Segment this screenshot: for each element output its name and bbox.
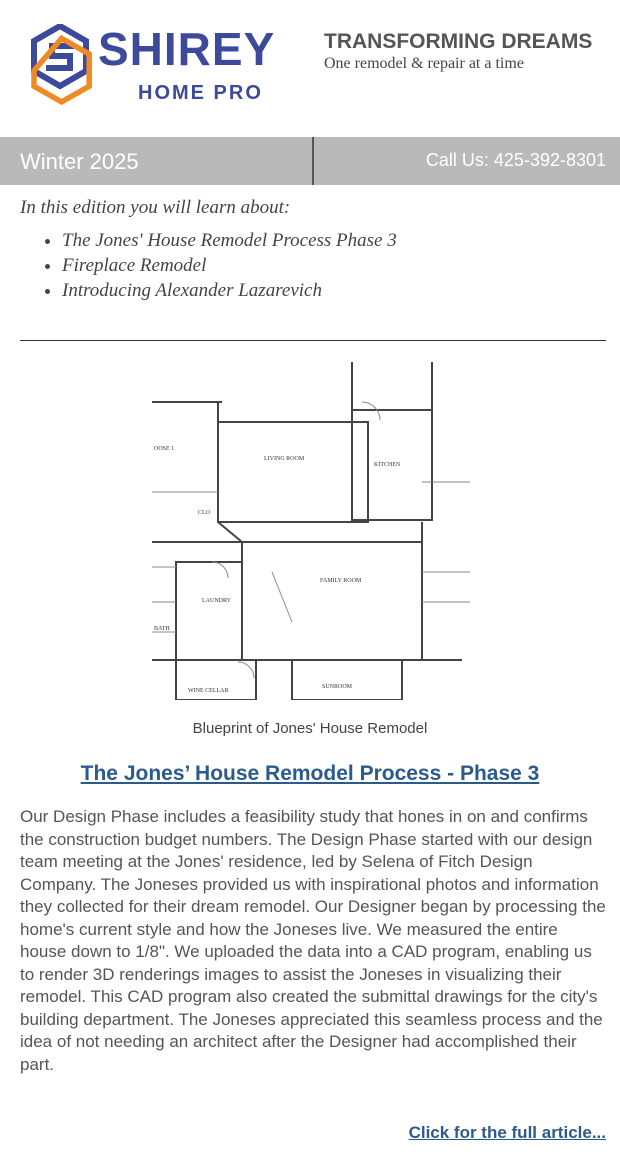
edition-bar <box>0 137 620 185</box>
bar-divider <box>312 137 314 185</box>
room-label: KITCHEN <box>374 462 401 468</box>
topics-list <box>22 228 397 303</box>
blueprint-image <box>152 362 476 700</box>
brand-name: SHIREY <box>98 23 276 75</box>
topic-item: • The Jones' House Remodel Process Phase 3 <box>62 228 397 253</box>
intro-heading: In this edition you will learn about: <box>20 197 291 218</box>
section-divider <box>20 340 606 341</box>
article-title-link[interactable]: The Jones’ House Remodel Process - Phase 3 <box>80 762 540 785</box>
room-label: WINE CELLAR <box>188 688 229 694</box>
room-label: LAUNDRY <box>202 598 232 604</box>
brand-subtitle: HOME PRO <box>138 82 263 104</box>
topic-item: • Introducing Alexander Lazarevich <box>62 278 397 303</box>
room-label: CLO <box>198 510 210 516</box>
full-article-link[interactable]: Click for the full article... <box>408 1123 606 1142</box>
topic-item: • Fireplace Remodel <box>62 253 397 278</box>
tagline: TRANSFORMING DREAMS <box>324 30 593 53</box>
article-body: Our Design Phase includes a feasibility study that hones in on and confirms the construction budget numbers. The Design Phase started with our design team meeting at the Jones' residence, led by Selena of Fitch Design Company. The Joneses provided us with inspirational photos and information they collected for their dream remodel. Our Designer began by processing the home's current style and how the Joneses live. We measured the entire house down to 1/8". We uploaded the data into a CAD program, enabling us to render 3D renderings images to assist the Joneses in visualizing their remodel. This CAD program also created the submittal drawings for the city's building department. The Joneses appreciated this seamless process and the idea of not needing an architect after the Designer had accomplished their part. <box>20 807 606 1074</box>
newsletter-header <box>0 0 620 137</box>
room-label: OOSE 1 <box>154 446 175 452</box>
edition-season: Winter 2025 <box>20 149 139 174</box>
phone-link[interactable]: Call Us: 425-392-8301 <box>425 150 606 170</box>
room-label: BATH <box>154 626 170 632</box>
figure-caption: Blueprint of Jones' House Remodel <box>192 720 428 737</box>
tagline-subtitle: One remodel & repair at a time <box>324 55 524 72</box>
room-label: FAMILY ROOM <box>320 578 362 584</box>
room-label: LIVING ROOM <box>264 456 305 462</box>
room-label: SUNROOM <box>322 684 353 690</box>
